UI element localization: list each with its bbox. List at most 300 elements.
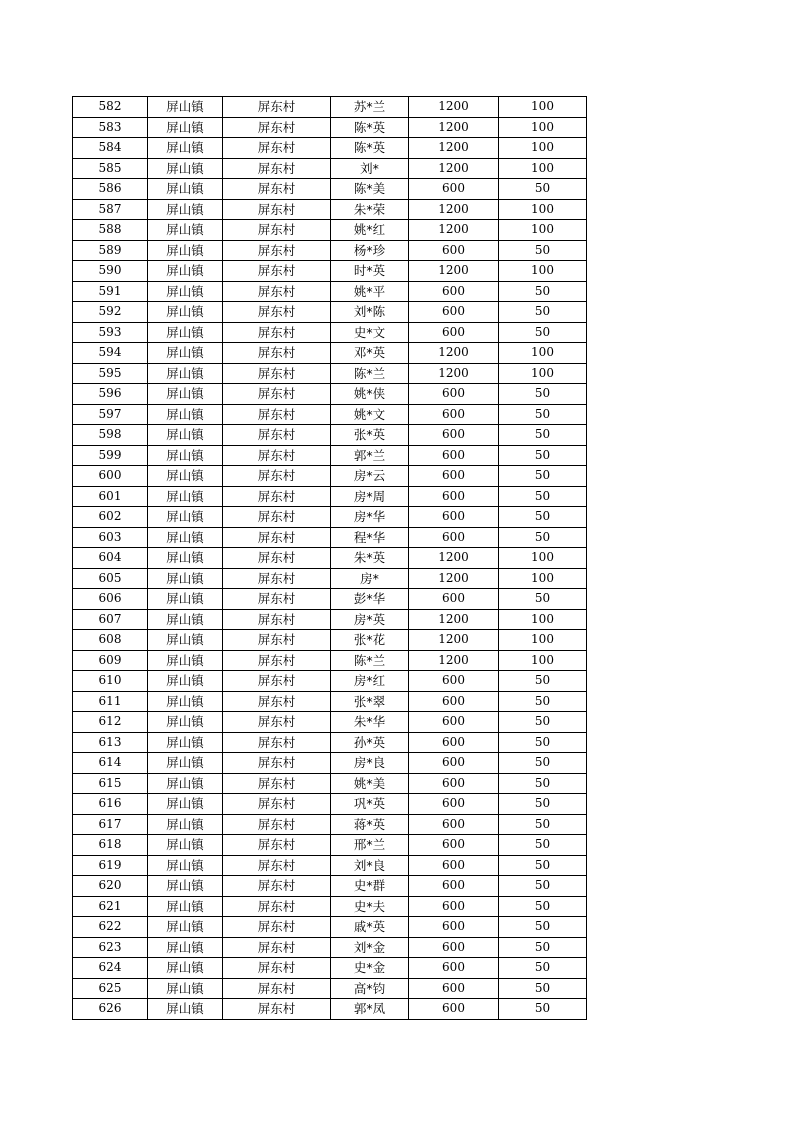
- table-row: [73, 322, 587, 343]
- town-cell: 屏山镇: [148, 978, 223, 999]
- subsidy-cell: 100: [499, 158, 587, 179]
- name-cell: 刘*: [331, 158, 409, 179]
- town-cell: 屏山镇: [148, 794, 223, 815]
- amount-cell: 1200: [409, 138, 499, 159]
- subsidy-cell: 100: [499, 609, 587, 630]
- name-cell: 张*花: [331, 630, 409, 651]
- village-cell: 屏东村: [223, 630, 331, 651]
- table-row: [73, 527, 587, 548]
- subsidy-cell: 50: [499, 732, 587, 753]
- amount-cell: 1200: [409, 630, 499, 651]
- subsidy-cell: 50: [499, 958, 587, 979]
- row-number-cell: 621: [73, 896, 148, 917]
- town-cell: 屏山镇: [148, 363, 223, 384]
- name-cell: 刘*良: [331, 855, 409, 876]
- village-cell: 屏东村: [223, 220, 331, 241]
- name-cell: 房*英: [331, 609, 409, 630]
- town-cell: 屏山镇: [148, 261, 223, 282]
- table-row: [73, 855, 587, 876]
- amount-cell: 600: [409, 281, 499, 302]
- row-number-cell: 619: [73, 855, 148, 876]
- town-cell: 屏山镇: [148, 199, 223, 220]
- row-number-cell: 617: [73, 814, 148, 835]
- table-row: [73, 507, 587, 528]
- name-cell: 房*华: [331, 507, 409, 528]
- village-cell: 屏东村: [223, 568, 331, 589]
- amount-cell: 600: [409, 978, 499, 999]
- subsidy-cell: 50: [499, 917, 587, 938]
- amount-cell: 600: [409, 835, 499, 856]
- row-number-cell: 611: [73, 691, 148, 712]
- subsidy-cell: 50: [499, 486, 587, 507]
- name-cell: 郭*兰: [331, 445, 409, 466]
- amount-cell: 600: [409, 671, 499, 692]
- village-cell: 屏东村: [223, 609, 331, 630]
- town-cell: 屏山镇: [148, 609, 223, 630]
- town-cell: 屏山镇: [148, 527, 223, 548]
- subsidy-cell: 50: [499, 240, 587, 261]
- table-row: [73, 876, 587, 897]
- row-number-cell: 622: [73, 917, 148, 938]
- name-cell: 陈*英: [331, 138, 409, 159]
- row-number-cell: 618: [73, 835, 148, 856]
- town-cell: 屏山镇: [148, 343, 223, 364]
- amount-cell: 1200: [409, 117, 499, 138]
- name-cell: 刘*陈: [331, 302, 409, 323]
- village-cell: 屏东村: [223, 343, 331, 364]
- town-cell: 屏山镇: [148, 630, 223, 651]
- row-number-cell: 625: [73, 978, 148, 999]
- name-cell: 姚*文: [331, 404, 409, 425]
- town-cell: 屏山镇: [148, 138, 223, 159]
- table-row: [73, 486, 587, 507]
- village-cell: 屏东村: [223, 896, 331, 917]
- village-cell: 屏东村: [223, 589, 331, 610]
- amount-cell: 1200: [409, 220, 499, 241]
- town-cell: 屏山镇: [148, 773, 223, 794]
- table-row: [73, 138, 587, 159]
- village-cell: 屏东村: [223, 548, 331, 569]
- amount-cell: 600: [409, 589, 499, 610]
- row-number-cell: 610: [73, 671, 148, 692]
- row-number-cell: 595: [73, 363, 148, 384]
- amount-cell: 1200: [409, 568, 499, 589]
- town-cell: 屏山镇: [148, 220, 223, 241]
- table-row: [73, 220, 587, 241]
- name-cell: 刘*金: [331, 937, 409, 958]
- subsidy-cell: 50: [499, 978, 587, 999]
- village-cell: 屏东村: [223, 445, 331, 466]
- town-cell: 屏山镇: [148, 158, 223, 179]
- village-cell: 屏东村: [223, 97, 331, 118]
- name-cell: 苏*兰: [331, 97, 409, 118]
- amount-cell: 600: [409, 794, 499, 815]
- row-number-cell: 624: [73, 958, 148, 979]
- table-row: [73, 117, 587, 138]
- name-cell: 史*夫: [331, 896, 409, 917]
- name-cell: 郭*凤: [331, 999, 409, 1020]
- row-number-cell: 614: [73, 753, 148, 774]
- name-cell: 姚*红: [331, 220, 409, 241]
- subsidy-cell: 50: [499, 281, 587, 302]
- town-cell: 屏山镇: [148, 486, 223, 507]
- table-row: [73, 343, 587, 364]
- subsidy-cell: 100: [499, 630, 587, 651]
- row-number-cell: 587: [73, 199, 148, 220]
- row-number-cell: 588: [73, 220, 148, 241]
- name-cell: 房*云: [331, 466, 409, 487]
- name-cell: 姚*美: [331, 773, 409, 794]
- row-number-cell: 620: [73, 876, 148, 897]
- row-number-cell: 594: [73, 343, 148, 364]
- town-cell: 屏山镇: [148, 404, 223, 425]
- row-number-cell: 592: [73, 302, 148, 323]
- subsidy-cell: 100: [499, 363, 587, 384]
- subsidy-cell: 50: [499, 302, 587, 323]
- town-cell: 屏山镇: [148, 917, 223, 938]
- table-row: [73, 958, 587, 979]
- subsidy-cell: 50: [499, 322, 587, 343]
- table-row: [73, 445, 587, 466]
- town-cell: 屏山镇: [148, 548, 223, 569]
- name-cell: 陈*兰: [331, 650, 409, 671]
- name-cell: 陈*美: [331, 179, 409, 200]
- table-row: [73, 425, 587, 446]
- subsidy-cell: 50: [499, 425, 587, 446]
- row-number-cell: 598: [73, 425, 148, 446]
- name-cell: 邓*英: [331, 343, 409, 364]
- name-cell: 张*英: [331, 425, 409, 446]
- village-cell: 屏东村: [223, 753, 331, 774]
- name-cell: 房*: [331, 568, 409, 589]
- amount-cell: 600: [409, 302, 499, 323]
- table-row: [73, 978, 587, 999]
- subsidy-cell: 50: [499, 773, 587, 794]
- row-number-cell: 603: [73, 527, 148, 548]
- town-cell: 屏山镇: [148, 937, 223, 958]
- subsidy-cell: 100: [499, 548, 587, 569]
- village-cell: 屏东村: [223, 650, 331, 671]
- row-number-cell: 626: [73, 999, 148, 1020]
- table-row: [73, 691, 587, 712]
- town-cell: 屏山镇: [148, 466, 223, 487]
- village-cell: 屏东村: [223, 384, 331, 405]
- amount-cell: 1200: [409, 548, 499, 569]
- table-row: [73, 179, 587, 200]
- village-cell: 屏东村: [223, 486, 331, 507]
- amount-cell: 600: [409, 384, 499, 405]
- amount-cell: 600: [409, 712, 499, 733]
- village-cell: 屏东村: [223, 773, 331, 794]
- town-cell: 屏山镇: [148, 179, 223, 200]
- town-cell: 屏山镇: [148, 568, 223, 589]
- subsidy-cell: 100: [499, 261, 587, 282]
- row-number-cell: 609: [73, 650, 148, 671]
- table-row: [73, 917, 587, 938]
- row-number-cell: 599: [73, 445, 148, 466]
- row-number-cell: 608: [73, 630, 148, 651]
- subsidy-cell: 100: [499, 650, 587, 671]
- amount-cell: 600: [409, 507, 499, 528]
- row-number-cell: 613: [73, 732, 148, 753]
- subsidy-cell: 50: [499, 753, 587, 774]
- name-cell: 朱*华: [331, 712, 409, 733]
- amount-cell: 600: [409, 753, 499, 774]
- table-row: [73, 999, 587, 1020]
- village-cell: 屏东村: [223, 466, 331, 487]
- amount-cell: 1200: [409, 199, 499, 220]
- row-number-cell: 591: [73, 281, 148, 302]
- table-row: [73, 589, 587, 610]
- row-number-cell: 612: [73, 712, 148, 733]
- town-cell: 屏山镇: [148, 240, 223, 261]
- name-cell: 朱*英: [331, 548, 409, 569]
- subsidy-cell: 50: [499, 179, 587, 200]
- row-number-cell: 590: [73, 261, 148, 282]
- table-row: [73, 302, 587, 323]
- amount-cell: 600: [409, 999, 499, 1020]
- subsidy-cell: 100: [499, 97, 587, 118]
- name-cell: 姚*侠: [331, 384, 409, 405]
- subsidy-cell: 50: [499, 794, 587, 815]
- town-cell: 屏山镇: [148, 999, 223, 1020]
- amount-cell: 600: [409, 773, 499, 794]
- village-cell: 屏东村: [223, 179, 331, 200]
- row-number-cell: 593: [73, 322, 148, 343]
- village-cell: 屏东村: [223, 425, 331, 446]
- table-row: [73, 630, 587, 651]
- subsidy-cell: 50: [499, 384, 587, 405]
- village-cell: 屏东村: [223, 794, 331, 815]
- table-body: [73, 97, 587, 1020]
- name-cell: 巩*英: [331, 794, 409, 815]
- row-number-cell: 602: [73, 507, 148, 528]
- name-cell: 陈*兰: [331, 363, 409, 384]
- name-cell: 高*钧: [331, 978, 409, 999]
- amount-cell: 1200: [409, 158, 499, 179]
- amount-cell: 1200: [409, 650, 499, 671]
- town-cell: 屏山镇: [148, 958, 223, 979]
- table-row: [73, 384, 587, 405]
- name-cell: 房*良: [331, 753, 409, 774]
- subsidy-cell: 50: [499, 445, 587, 466]
- name-cell: 孙*英: [331, 732, 409, 753]
- table-row: [73, 712, 587, 733]
- village-cell: 屏东村: [223, 855, 331, 876]
- amount-cell: 600: [409, 425, 499, 446]
- table-row: [73, 240, 587, 261]
- table-row: [73, 937, 587, 958]
- amount-cell: 1200: [409, 609, 499, 630]
- subsidy-cell: 50: [499, 507, 587, 528]
- name-cell: 房*红: [331, 671, 409, 692]
- row-number-cell: 615: [73, 773, 148, 794]
- amount-cell: 1200: [409, 343, 499, 364]
- village-cell: 屏东村: [223, 732, 331, 753]
- amount-cell: 600: [409, 814, 499, 835]
- row-number-cell: 604: [73, 548, 148, 569]
- row-number-cell: 606: [73, 589, 148, 610]
- row-number-cell: 596: [73, 384, 148, 405]
- subsidy-cell: 100: [499, 138, 587, 159]
- amount-cell: 600: [409, 917, 499, 938]
- name-cell: 戚*英: [331, 917, 409, 938]
- village-cell: 屏东村: [223, 199, 331, 220]
- subsidy-cell: 100: [499, 199, 587, 220]
- amount-cell: 600: [409, 486, 499, 507]
- name-cell: 时*英: [331, 261, 409, 282]
- subsidy-cell: 50: [499, 589, 587, 610]
- town-cell: 屏山镇: [148, 117, 223, 138]
- amount-cell: 600: [409, 404, 499, 425]
- row-number-cell: 585: [73, 158, 148, 179]
- town-cell: 屏山镇: [148, 835, 223, 856]
- town-cell: 屏山镇: [148, 507, 223, 528]
- subsidy-cell: 50: [499, 835, 587, 856]
- village-cell: 屏东村: [223, 302, 331, 323]
- name-cell: 陈*英: [331, 117, 409, 138]
- name-cell: 史*群: [331, 876, 409, 897]
- table-row: [73, 732, 587, 753]
- subsidy-cell: 50: [499, 404, 587, 425]
- town-cell: 屏山镇: [148, 712, 223, 733]
- amount-cell: 1200: [409, 363, 499, 384]
- amount-cell: 600: [409, 240, 499, 261]
- row-number-cell: 584: [73, 138, 148, 159]
- town-cell: 屏山镇: [148, 671, 223, 692]
- amount-cell: 600: [409, 179, 499, 200]
- table-row: [73, 281, 587, 302]
- table-row: [73, 404, 587, 425]
- village-cell: 屏东村: [223, 158, 331, 179]
- subsidy-cell: 50: [499, 814, 587, 835]
- table-row: [73, 199, 587, 220]
- amount-cell: 600: [409, 937, 499, 958]
- table-row: [73, 609, 587, 630]
- town-cell: 屏山镇: [148, 445, 223, 466]
- table-row: [73, 548, 587, 569]
- subsidy-cell: 50: [499, 855, 587, 876]
- town-cell: 屏山镇: [148, 650, 223, 671]
- table-row: [73, 650, 587, 671]
- town-cell: 屏山镇: [148, 876, 223, 897]
- village-cell: 屏东村: [223, 671, 331, 692]
- name-cell: 程*华: [331, 527, 409, 548]
- subsidy-cell: 50: [499, 937, 587, 958]
- town-cell: 屏山镇: [148, 814, 223, 835]
- name-cell: 邢*兰: [331, 835, 409, 856]
- town-cell: 屏山镇: [148, 384, 223, 405]
- village-cell: 屏东村: [223, 322, 331, 343]
- village-cell: 屏东村: [223, 978, 331, 999]
- name-cell: 张*翠: [331, 691, 409, 712]
- name-cell: 杨*珍: [331, 240, 409, 261]
- subsidy-cell: 50: [499, 999, 587, 1020]
- name-cell: 姚*平: [331, 281, 409, 302]
- village-cell: 屏东村: [223, 999, 331, 1020]
- table-row: [73, 363, 587, 384]
- name-cell: 朱*荣: [331, 199, 409, 220]
- village-cell: 屏东村: [223, 507, 331, 528]
- amount-cell: 600: [409, 445, 499, 466]
- town-cell: 屏山镇: [148, 753, 223, 774]
- row-number-cell: 597: [73, 404, 148, 425]
- village-cell: 屏东村: [223, 835, 331, 856]
- village-cell: 屏东村: [223, 958, 331, 979]
- village-cell: 屏东村: [223, 281, 331, 302]
- village-cell: 屏东村: [223, 917, 331, 938]
- row-number-cell: 589: [73, 240, 148, 261]
- subsidy-cell: 50: [499, 691, 587, 712]
- row-number-cell: 583: [73, 117, 148, 138]
- name-cell: 史*金: [331, 958, 409, 979]
- village-cell: 屏东村: [223, 261, 331, 282]
- amount-cell: 600: [409, 527, 499, 548]
- table-row: [73, 753, 587, 774]
- subsidy-cell: 50: [499, 527, 587, 548]
- amount-cell: 600: [409, 691, 499, 712]
- village-cell: 屏东村: [223, 404, 331, 425]
- table-row: [73, 158, 587, 179]
- subsidy-cell: 100: [499, 343, 587, 364]
- table-row: [73, 814, 587, 835]
- town-cell: 屏山镇: [148, 302, 223, 323]
- amount-cell: 1200: [409, 97, 499, 118]
- amount-cell: 600: [409, 322, 499, 343]
- town-cell: 屏山镇: [148, 691, 223, 712]
- amount-cell: 600: [409, 732, 499, 753]
- row-number-cell: 586: [73, 179, 148, 200]
- subsidy-cell: 100: [499, 568, 587, 589]
- amount-cell: 600: [409, 876, 499, 897]
- table-row: [73, 671, 587, 692]
- data-table: [72, 96, 587, 1020]
- name-cell: 彭*华: [331, 589, 409, 610]
- village-cell: 屏东村: [223, 240, 331, 261]
- table-row: [73, 568, 587, 589]
- village-cell: 屏东村: [223, 814, 331, 835]
- table-row: [73, 773, 587, 794]
- table-row: [73, 466, 587, 487]
- subsidy-cell: 100: [499, 117, 587, 138]
- name-cell: 蒋*英: [331, 814, 409, 835]
- row-number-cell: 600: [73, 466, 148, 487]
- village-cell: 屏东村: [223, 117, 331, 138]
- village-cell: 屏东村: [223, 527, 331, 548]
- row-number-cell: 616: [73, 794, 148, 815]
- amount-cell: 1200: [409, 261, 499, 282]
- subsidy-cell: 50: [499, 671, 587, 692]
- row-number-cell: 601: [73, 486, 148, 507]
- village-cell: 屏东村: [223, 937, 331, 958]
- amount-cell: 600: [409, 855, 499, 876]
- table-row: [73, 794, 587, 815]
- village-cell: 屏东村: [223, 138, 331, 159]
- village-cell: 屏东村: [223, 363, 331, 384]
- amount-cell: 600: [409, 896, 499, 917]
- table-row: [73, 835, 587, 856]
- row-number-cell: 623: [73, 937, 148, 958]
- row-number-cell: 582: [73, 97, 148, 118]
- town-cell: 屏山镇: [148, 425, 223, 446]
- table-row: [73, 261, 587, 282]
- table-row: [73, 896, 587, 917]
- subsidy-cell: 100: [499, 220, 587, 241]
- subsidy-cell: 50: [499, 466, 587, 487]
- subsidy-cell: 50: [499, 876, 587, 897]
- row-number-cell: 607: [73, 609, 148, 630]
- town-cell: 屏山镇: [148, 855, 223, 876]
